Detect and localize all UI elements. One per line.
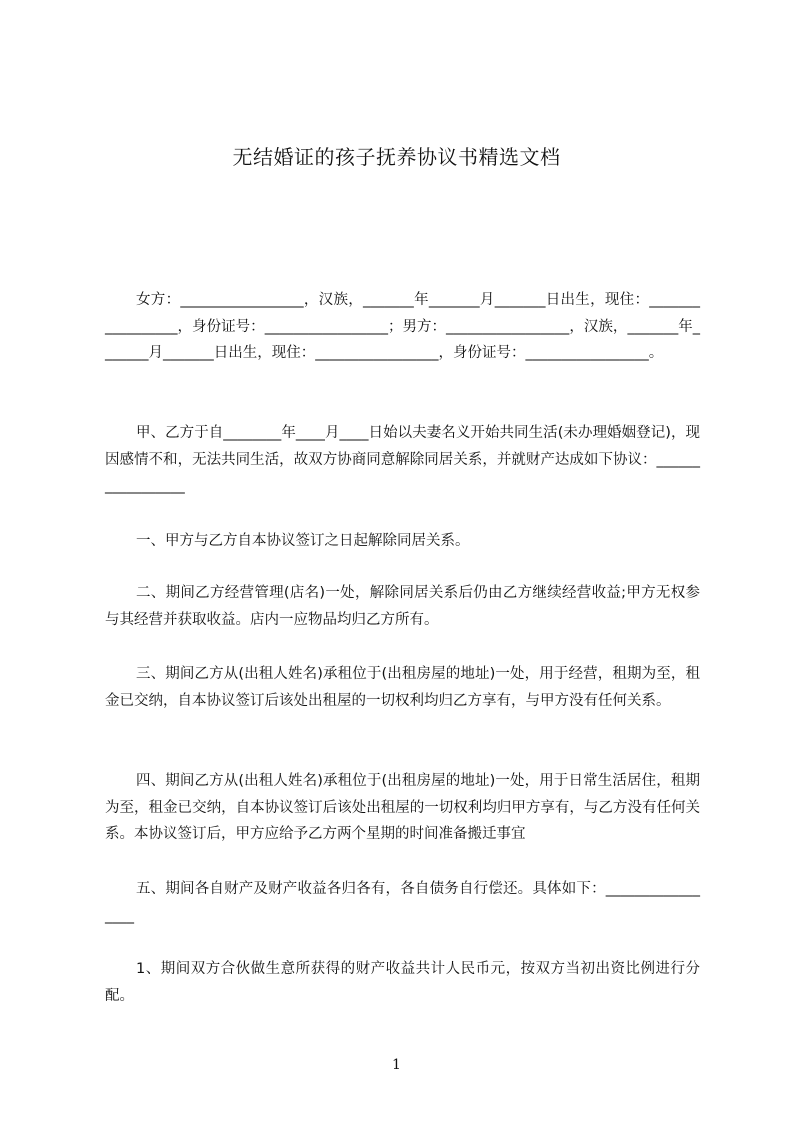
document-title: 无结婚证的孩子抚养协议书精选文档 xyxy=(232,145,561,169)
paragraph-clause-1: 一、甲方与乙方自本协议签订之日起解除同居关系。 xyxy=(136,533,470,549)
paragraph-parties: 女方：_________________，汉族，_______年_______月_______日出生，现住：_________________，身份证号：_________________；男方：_________________，汉族，_______年_______月_______日出生，现住：_________________，身份证号：_________________。 xyxy=(105,292,700,361)
page-number: 1 xyxy=(392,1057,401,1073)
paragraph-clause-3: 三、期间乙方从(出租人姓名)承租位于(出租房屋的地址)一处，用于经营，租期为至，租金已交纳，自本协议签订后该处出租屋的一切权利均归乙方享有，与甲方没有任何关系。 xyxy=(105,666,700,709)
paragraph-cohabitation: 甲、乙方于自________年____月____日始以夫妻名义开始共同生活(未办理婚姻登记)，现因感情不和，无法共同生活，故双方协商同意解除同居关系，并就财产达成如下协议：_________________ xyxy=(105,425,700,494)
paragraph-clause-4: 四、期间乙方从(出租人姓名)承租位于(出租房屋的地址)一处，用于日常生活居住，租期为至，租金已交纳，自本协议签订后该处出租屋的一切权利均归甲方享有，与乙方没有任何关系。本协议签订后，甲方应给予乙方两个星期的时间准备搬迁事宜 xyxy=(105,773,700,842)
paragraph-clause-2: 二、期间乙方经营管理(店名)一处，解除同居关系后仍由乙方继续经营收益;甲方无权参与其经营并获取收益。店内一应物品均归乙方所有。 xyxy=(105,585,700,628)
paragraph-clause-5: 五、期间各自财产及财产收益各归各有，各自债务自行偿还。具体如下：_________________ xyxy=(105,881,700,924)
paragraph-subclause-1: 1、期间双方合伙做生意所获得的财产收益共计人民币元，按双方当初出资比例进行分配。 xyxy=(105,961,700,1004)
